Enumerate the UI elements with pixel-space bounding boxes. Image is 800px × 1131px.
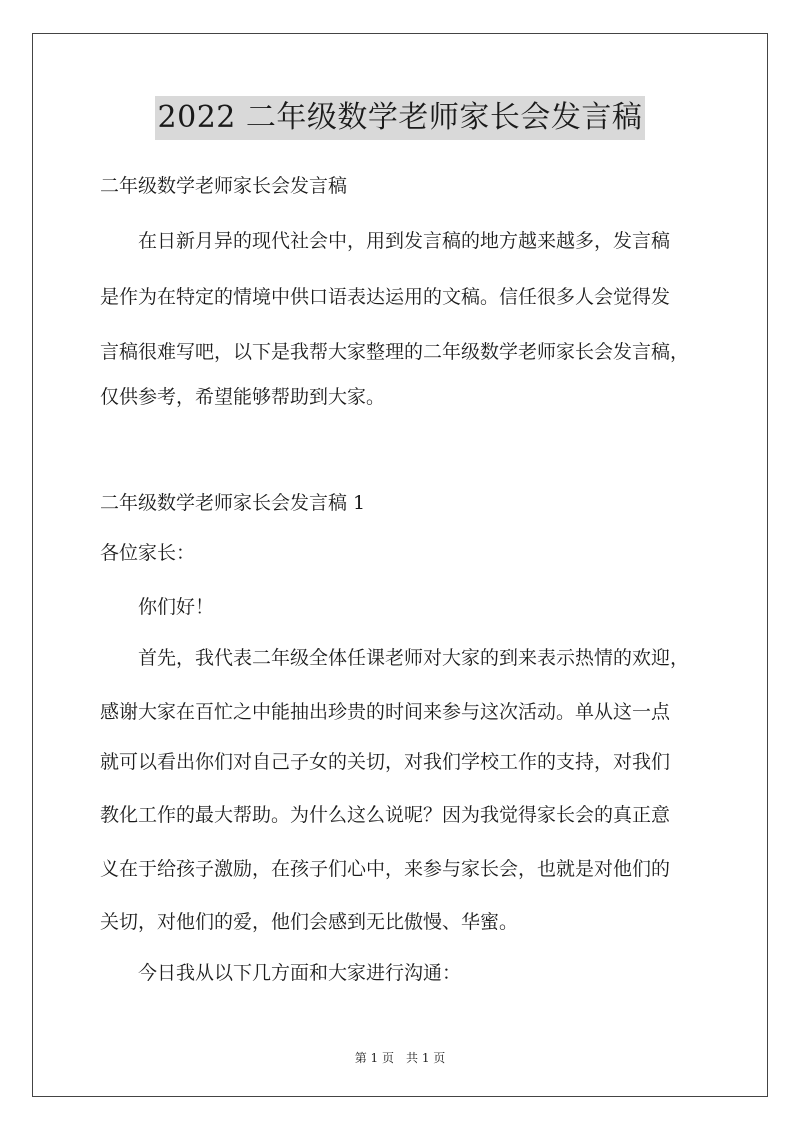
intro-line: 言稿很难写吧，以下是我帮大家整理的二年级数学老师家长会发言稿，	[100, 341, 690, 363]
title-container	[0, 96, 800, 140]
page-footer: 第 1 页 共 1 页	[354, 1051, 446, 1065]
body-line: 关切，对他们的爱，他们会感到无比傲慢、华蜜。	[100, 911, 519, 933]
intro-line: 在日新月异的现代社会中，用到发言稿的地方越来越多，发言稿	[138, 230, 671, 252]
document-title: 2022 二年级数学老师家长会发言稿	[155, 96, 646, 140]
intro-line: 是作为在特定的情境中供口语表达运用的文稿。信任很多人会觉得发	[100, 286, 671, 308]
section-heading: 二年级数学老师家长会发言稿 1	[100, 492, 366, 514]
body-line: 教化工作的最大帮助。为什么这么说呢？因为我觉得家长会的真正意	[100, 804, 671, 826]
greeting: 你们好！	[138, 596, 215, 618]
body-line: 就可以看出你们对自己子女的关切，对我们学校工作的支持，对我们	[100, 751, 671, 773]
salutation: 各位家长：	[100, 542, 196, 564]
body-line: 感谢大家在百忙之中能抽出珍贵的时间来参与这次活动。单从这一点	[100, 701, 671, 723]
body-line: 首先，我代表二年级全体任课老师对大家的到来表示热情的欢迎，	[138, 647, 690, 669]
body-paragraph-2: 今日我从以下几方面和大家进行沟通：	[138, 962, 462, 984]
intro-line: 仅供参考，希望能够帮助到大家。	[100, 386, 386, 408]
subtitle: 二年级数学老师家长会发言稿	[100, 175, 348, 197]
body-line: 义在于给孩子激励，在孩子们心中，来参与家长会，也就是对他们的	[100, 858, 671, 880]
